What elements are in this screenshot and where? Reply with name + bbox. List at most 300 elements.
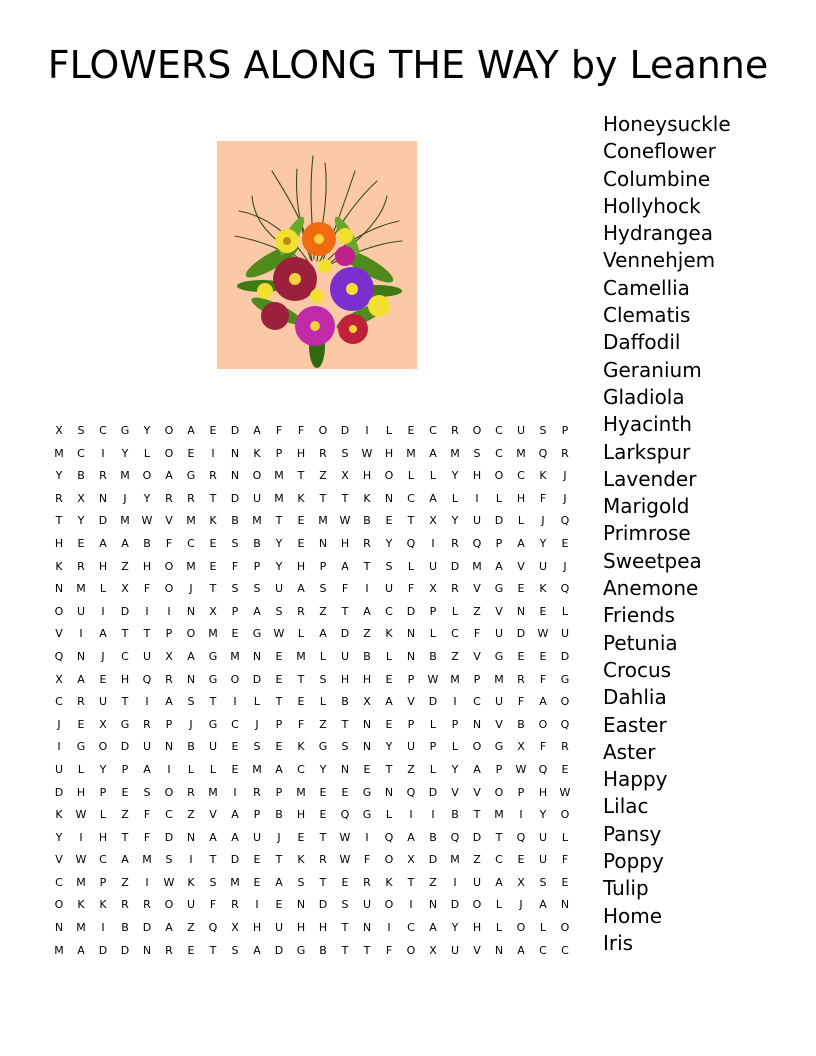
grid-letter[interactable]: U <box>384 582 394 596</box>
grid-letter[interactable]: T <box>363 943 371 957</box>
grid-letter[interactable]: Y <box>451 921 459 935</box>
grid-letter[interactable]: U <box>274 582 284 596</box>
grid-letter[interactable]: L <box>143 446 151 460</box>
grid-letter[interactable]: D <box>120 604 130 618</box>
grid-letter[interactable]: I <box>167 604 171 618</box>
grid-letter[interactable]: E <box>319 785 327 799</box>
grid-letter[interactable]: M <box>54 446 64 460</box>
grid-letter[interactable]: W <box>75 808 87 822</box>
grid-letter[interactable]: Q <box>516 830 526 844</box>
grid-letter[interactable]: D <box>516 627 526 641</box>
grid-letter[interactable]: Y <box>99 762 107 776</box>
grid-letter[interactable]: C <box>231 717 239 731</box>
grid-letter[interactable]: H <box>142 559 152 573</box>
grid-letter[interactable]: Q <box>538 762 548 776</box>
grid-letter[interactable]: G <box>208 717 218 731</box>
grid-letter[interactable]: J <box>123 491 127 505</box>
grid-letter[interactable]: A <box>341 559 349 573</box>
grid-letter[interactable]: R <box>451 536 459 550</box>
grid-letter[interactable]: P <box>495 536 503 550</box>
grid-letter[interactable]: C <box>473 695 481 709</box>
grid-letter[interactable]: F <box>407 582 415 596</box>
grid-letter[interactable]: B <box>429 649 437 663</box>
grid-letter[interactable]: M <box>252 514 262 528</box>
grid-letter[interactable]: D <box>428 853 438 867</box>
grid-letter[interactable]: L <box>385 649 393 663</box>
grid-letter[interactable]: I <box>57 740 61 754</box>
grid-letter[interactable]: E <box>539 604 547 618</box>
grid-letter[interactable]: T <box>209 943 217 957</box>
grid-letter[interactable]: R <box>143 717 151 731</box>
grid-letter[interactable]: J <box>563 559 567 573</box>
grid-letter[interactable]: E <box>121 785 129 799</box>
grid-letter[interactable]: I <box>475 491 479 505</box>
grid-letter[interactable]: S <box>209 875 217 889</box>
grid-letter[interactable]: W <box>361 446 373 460</box>
grid-letter[interactable]: C <box>77 446 85 460</box>
grid-letter[interactable]: E <box>275 740 283 754</box>
grid-letter[interactable]: G <box>494 649 504 663</box>
grid-letter[interactable]: X <box>429 514 437 528</box>
grid-letter[interactable]: R <box>297 604 305 618</box>
grid-letter[interactable]: S <box>319 672 327 686</box>
grid-letter[interactable]: A <box>517 536 525 550</box>
grid-letter[interactable]: X <box>55 672 63 686</box>
grid-letter[interactable]: Y <box>55 469 63 483</box>
grid-letter[interactable]: E <box>187 446 195 460</box>
grid-letter[interactable]: L <box>209 762 217 776</box>
grid-letter[interactable]: Z <box>121 875 129 889</box>
grid-letter[interactable]: Z <box>407 762 415 776</box>
grid-letter[interactable]: S <box>539 875 547 889</box>
grid-letter[interactable]: A <box>429 491 437 505</box>
grid-letter[interactable]: O <box>538 717 548 731</box>
grid-letter[interactable]: O <box>164 559 174 573</box>
grid-letter[interactable]: H <box>98 830 108 844</box>
grid-letter[interactable]: T <box>209 853 217 867</box>
grid-letter[interactable]: T <box>407 875 415 889</box>
grid-letter[interactable]: M <box>274 491 284 505</box>
grid-letter[interactable]: R <box>231 898 239 912</box>
grid-letter[interactable]: H <box>516 491 526 505</box>
grid-letter[interactable]: A <box>253 604 261 618</box>
grid-letter[interactable]: K <box>99 898 107 912</box>
grid-letter[interactable]: S <box>385 559 393 573</box>
grid-letter[interactable]: R <box>209 469 217 483</box>
grid-letter[interactable]: O <box>406 943 416 957</box>
grid-letter[interactable]: X <box>231 921 239 935</box>
grid-letter[interactable]: Q <box>560 717 570 731</box>
grid-letter[interactable]: R <box>55 491 63 505</box>
grid-letter[interactable]: Y <box>539 536 547 550</box>
grid-letter[interactable]: Y <box>539 808 547 822</box>
grid-letter[interactable]: E <box>561 762 569 776</box>
grid-letter[interactable]: S <box>253 740 261 754</box>
grid-letter[interactable]: J <box>519 898 523 912</box>
grid-letter[interactable]: O <box>186 627 196 641</box>
grid-letter[interactable]: P <box>99 875 107 889</box>
grid-letter[interactable]: Y <box>275 536 283 550</box>
grid-letter[interactable]: B <box>275 808 283 822</box>
grid-letter[interactable]: T <box>341 717 349 731</box>
grid-letter[interactable]: A <box>319 627 327 641</box>
grid-letter[interactable]: A <box>385 695 393 709</box>
grid-letter[interactable]: Q <box>406 785 416 799</box>
grid-letter[interactable]: J <box>563 469 567 483</box>
grid-letter[interactable]: I <box>167 762 171 776</box>
grid-letter[interactable]: A <box>275 762 283 776</box>
grid-letter[interactable]: O <box>494 469 504 483</box>
grid-letter[interactable]: A <box>99 536 107 550</box>
grid-letter[interactable]: Y <box>275 559 283 573</box>
grid-letter[interactable]: N <box>230 446 240 460</box>
grid-letter[interactable]: W <box>75 853 87 867</box>
grid-letter[interactable]: P <box>495 762 503 776</box>
grid-letter[interactable]: M <box>450 853 460 867</box>
grid-letter[interactable]: F <box>209 898 217 912</box>
grid-letter[interactable]: I <box>101 446 105 460</box>
grid-letter[interactable]: H <box>384 446 394 460</box>
grid-letter[interactable]: J <box>57 717 61 731</box>
grid-letter[interactable]: L <box>495 898 503 912</box>
grid-letter[interactable]: W <box>339 830 351 844</box>
grid-letter[interactable]: H <box>120 672 130 686</box>
grid-letter[interactable]: E <box>385 514 393 528</box>
grid-letter[interactable]: I <box>79 627 83 641</box>
grid-letter[interactable]: Y <box>319 762 327 776</box>
grid-letter[interactable]: F <box>561 853 569 867</box>
grid-letter[interactable]: I <box>233 785 237 799</box>
grid-letter[interactable]: X <box>429 943 437 957</box>
grid-letter[interactable]: P <box>407 672 415 686</box>
grid-letter[interactable]: W <box>427 672 439 686</box>
grid-letter[interactable]: T <box>341 943 349 957</box>
grid-letter[interactable]: P <box>275 785 283 799</box>
grid-letter[interactable]: P <box>253 808 261 822</box>
grid-letter[interactable]: R <box>363 536 371 550</box>
grid-letter[interactable]: D <box>340 424 350 437</box>
grid-letter[interactable]: R <box>77 695 85 709</box>
grid-letter[interactable]: D <box>340 627 350 641</box>
grid-letter[interactable]: Y <box>143 424 151 437</box>
grid-letter[interactable]: A <box>539 898 547 912</box>
grid-letter[interactable]: Z <box>187 808 195 822</box>
grid-letter[interactable]: B <box>363 514 371 528</box>
grid-letter[interactable]: H <box>296 921 306 935</box>
grid-letter[interactable]: N <box>384 491 394 505</box>
grid-letter[interactable]: G <box>362 808 372 822</box>
grid-letter[interactable]: A <box>187 649 195 663</box>
grid-letter[interactable]: F <box>539 740 547 754</box>
grid-letter[interactable]: M <box>142 853 152 867</box>
grid-letter[interactable]: S <box>473 446 481 460</box>
grid-letter[interactable]: M <box>120 514 130 528</box>
grid-letter[interactable]: N <box>142 943 152 957</box>
grid-letter[interactable]: A <box>77 943 85 957</box>
grid-letter[interactable]: B <box>121 921 129 935</box>
grid-letter[interactable]: M <box>494 672 504 686</box>
grid-letter[interactable]: M <box>472 559 482 573</box>
grid-letter[interactable]: P <box>231 604 239 618</box>
grid-letter[interactable]: E <box>275 672 283 686</box>
grid-letter[interactable]: L <box>495 921 503 935</box>
grid-letter[interactable]: G <box>208 672 218 686</box>
grid-letter[interactable]: E <box>209 559 217 573</box>
grid-letter[interactable]: T <box>319 491 327 505</box>
grid-letter[interactable]: T <box>319 875 327 889</box>
grid-letter[interactable]: G <box>208 649 218 663</box>
grid-letter[interactable]: X <box>55 424 63 437</box>
grid-letter[interactable]: U <box>472 875 482 889</box>
grid-letter[interactable]: Z <box>473 604 481 618</box>
grid-letter[interactable]: S <box>253 582 261 596</box>
grid-letter[interactable]: D <box>450 898 460 912</box>
grid-letter[interactable]: O <box>164 785 174 799</box>
grid-letter[interactable]: N <box>54 921 64 935</box>
grid-letter[interactable]: B <box>319 943 327 957</box>
grid-letter[interactable]: I <box>233 695 237 709</box>
grid-letter[interactable]: E <box>385 672 393 686</box>
grid-letter[interactable]: N <box>296 898 306 912</box>
grid-letter[interactable]: U <box>54 762 64 776</box>
grid-letter[interactable]: L <box>407 559 415 573</box>
grid-letter[interactable]: N <box>98 491 108 505</box>
grid-letter[interactable]: N <box>406 649 416 663</box>
grid-letter[interactable]: E <box>77 717 85 731</box>
grid-letter[interactable]: C <box>495 424 503 437</box>
grid-letter[interactable]: H <box>472 469 482 483</box>
grid-letter[interactable]: L <box>451 491 459 505</box>
grid-letter[interactable]: J <box>189 717 193 731</box>
grid-letter[interactable]: Q <box>142 672 152 686</box>
grid-letter[interactable]: O <box>142 469 152 483</box>
grid-letter[interactable]: N <box>340 762 350 776</box>
grid-letter[interactable]: O <box>164 424 174 437</box>
grid-letter[interactable]: F <box>143 582 151 596</box>
grid-letter[interactable]: J <box>277 830 281 844</box>
grid-letter[interactable]: M <box>76 921 86 935</box>
grid-letter[interactable]: A <box>275 875 283 889</box>
grid-letter[interactable]: N <box>54 582 64 596</box>
grid-letter[interactable]: U <box>538 853 548 867</box>
grid-letter[interactable]: N <box>186 830 196 844</box>
grid-letter[interactable]: E <box>385 717 393 731</box>
grid-letter[interactable]: P <box>517 785 525 799</box>
grid-letter[interactable]: S <box>297 875 305 889</box>
grid-letter[interactable]: B <box>341 695 349 709</box>
grid-letter[interactable]: V <box>165 514 173 528</box>
grid-letter[interactable]: Q <box>406 536 416 550</box>
grid-letter[interactable]: B <box>253 536 261 550</box>
grid-letter[interactable]: O <box>472 424 482 437</box>
grid-letter[interactable]: M <box>230 875 240 889</box>
grid-letter[interactable]: M <box>450 446 460 460</box>
grid-letter[interactable]: C <box>121 649 129 663</box>
grid-letter[interactable]: I <box>145 695 149 709</box>
grid-letter[interactable]: U <box>560 627 570 641</box>
grid-letter[interactable]: G <box>318 740 328 754</box>
grid-letter[interactable]: O <box>318 424 328 437</box>
grid-letter[interactable]: P <box>253 559 261 573</box>
grid-letter[interactable]: C <box>385 604 393 618</box>
grid-letter[interactable]: M <box>296 649 306 663</box>
grid-letter[interactable]: T <box>341 491 349 505</box>
grid-letter[interactable]: Y <box>55 830 63 844</box>
grid-letter[interactable]: N <box>560 898 570 912</box>
grid-letter[interactable]: Y <box>451 469 459 483</box>
grid-letter[interactable]: M <box>494 808 504 822</box>
grid-letter[interactable]: A <box>429 446 437 460</box>
grid-letter[interactable]: G <box>362 785 372 799</box>
grid-letter[interactable]: R <box>253 785 261 799</box>
grid-letter[interactable]: P <box>319 559 327 573</box>
grid-letter[interactable]: P <box>561 424 569 437</box>
grid-letter[interactable]: V <box>473 582 481 596</box>
grid-letter[interactable]: B <box>77 469 85 483</box>
grid-letter[interactable]: V <box>473 943 481 957</box>
grid-letter[interactable]: M <box>516 446 526 460</box>
grid-letter[interactable]: C <box>165 808 173 822</box>
grid-letter[interactable]: K <box>209 514 217 528</box>
grid-letter[interactable]: R <box>451 582 459 596</box>
grid-letter[interactable]: X <box>341 469 349 483</box>
grid-letter[interactable]: A <box>473 762 481 776</box>
grid-letter[interactable]: B <box>143 536 151 550</box>
grid-letter[interactable]: A <box>407 830 415 844</box>
grid-letter[interactable]: C <box>99 424 107 437</box>
grid-letter[interactable]: V <box>209 808 217 822</box>
grid-letter[interactable]: D <box>164 830 174 844</box>
grid-letter[interactable]: D <box>54 785 64 799</box>
grid-letter[interactable]: D <box>230 424 240 437</box>
grid-letter[interactable]: R <box>77 559 85 573</box>
grid-letter[interactable]: A <box>495 875 503 889</box>
grid-letter[interactable]: A <box>99 627 107 641</box>
grid-letter[interactable]: Y <box>451 762 459 776</box>
grid-letter[interactable]: U <box>472 514 482 528</box>
grid-letter[interactable]: U <box>186 898 196 912</box>
grid-letter[interactable]: U <box>450 943 460 957</box>
grid-letter[interactable]: S <box>231 536 239 550</box>
grid-letter[interactable]: L <box>451 740 459 754</box>
grid-letter[interactable]: N <box>516 604 526 618</box>
grid-letter[interactable]: K <box>253 446 261 460</box>
grid-letter[interactable]: L <box>451 604 459 618</box>
grid-letter[interactable]: P <box>275 446 283 460</box>
grid-letter[interactable]: C <box>55 875 63 889</box>
grid-letter[interactable]: T <box>275 853 283 867</box>
grid-letter[interactable]: H <box>362 672 372 686</box>
grid-letter[interactable]: P <box>473 672 481 686</box>
grid-letter[interactable]: L <box>99 582 107 596</box>
grid-letter[interactable]: B <box>429 830 437 844</box>
grid-letter[interactable]: S <box>341 898 349 912</box>
grid-letter[interactable]: N <box>186 604 196 618</box>
grid-letter[interactable]: S <box>275 604 283 618</box>
grid-letter[interactable]: S <box>77 424 85 437</box>
grid-letter[interactable]: N <box>252 649 262 663</box>
grid-letter[interactable]: S <box>165 853 173 867</box>
grid-letter[interactable]: F <box>539 672 547 686</box>
grid-letter[interactable]: Q <box>340 808 350 822</box>
grid-letter[interactable]: S <box>341 740 349 754</box>
grid-letter[interactable]: L <box>319 695 327 709</box>
grid-letter[interactable]: L <box>385 424 393 437</box>
grid-letter[interactable]: A <box>209 830 217 844</box>
grid-letter[interactable]: Z <box>121 559 129 573</box>
grid-letter[interactable]: B <box>363 649 371 663</box>
grid-letter[interactable]: M <box>450 672 460 686</box>
grid-letter[interactable]: R <box>165 943 173 957</box>
grid-letter[interactable]: I <box>431 536 435 550</box>
grid-letter[interactable]: B <box>517 717 525 731</box>
grid-letter[interactable]: F <box>539 491 547 505</box>
grid-letter[interactable]: V <box>473 785 481 799</box>
grid-letter[interactable]: D <box>120 943 130 957</box>
grid-letter[interactable]: U <box>428 559 438 573</box>
grid-letter[interactable]: I <box>409 898 413 912</box>
grid-letter[interactable]: D <box>560 649 570 663</box>
grid-letter[interactable]: D <box>494 514 504 528</box>
grid-letter[interactable]: L <box>429 627 437 641</box>
grid-letter[interactable]: G <box>560 672 570 686</box>
grid-letter[interactable]: X <box>99 717 107 731</box>
grid-letter[interactable]: E <box>209 536 217 550</box>
grid-letter[interactable]: D <box>120 740 130 754</box>
grid-letter[interactable]: N <box>362 921 372 935</box>
grid-letter[interactable]: O <box>54 604 64 618</box>
grid-letter[interactable]: R <box>363 875 371 889</box>
grid-letter[interactable]: E <box>517 582 525 596</box>
grid-letter[interactable]: H <box>54 536 64 550</box>
grid-letter[interactable]: Q <box>208 921 218 935</box>
grid-letter[interactable]: R <box>187 785 195 799</box>
grid-letter[interactable]: D <box>318 898 328 912</box>
grid-letter[interactable]: D <box>252 672 262 686</box>
grid-letter[interactable]: X <box>429 582 437 596</box>
grid-letter[interactable]: O <box>384 469 394 483</box>
grid-letter[interactable]: E <box>319 808 327 822</box>
grid-letter[interactable]: K <box>363 491 371 505</box>
grid-letter[interactable]: E <box>187 943 195 957</box>
grid-letter[interactable]: S <box>143 785 151 799</box>
grid-letter[interactable]: P <box>121 762 129 776</box>
grid-letter[interactable]: X <box>209 604 217 618</box>
grid-letter[interactable]: M <box>274 469 284 483</box>
grid-letter[interactable]: I <box>145 875 149 889</box>
grid-letter[interactable]: O <box>164 446 174 460</box>
grid-letter[interactable]: P <box>165 627 173 641</box>
grid-letter[interactable]: P <box>451 717 459 731</box>
grid-letter[interactable]: N <box>384 785 394 799</box>
grid-letter[interactable]: H <box>340 672 350 686</box>
grid-letter[interactable]: C <box>55 695 63 709</box>
grid-letter[interactable]: G <box>252 627 262 641</box>
grid-letter[interactable]: V <box>55 853 63 867</box>
grid-letter[interactable]: K <box>539 469 547 483</box>
grid-letter[interactable]: D <box>428 785 438 799</box>
grid-letter[interactable]: U <box>208 740 218 754</box>
grid-letter[interactable]: C <box>495 446 503 460</box>
grid-letter[interactable]: T <box>55 514 63 528</box>
grid-letter[interactable]: U <box>406 740 416 754</box>
grid-letter[interactable]: M <box>120 469 130 483</box>
grid-letter[interactable]: D <box>450 559 460 573</box>
grid-letter[interactable]: R <box>99 469 107 483</box>
grid-letter[interactable]: C <box>451 627 459 641</box>
grid-letter[interactable]: O <box>384 898 394 912</box>
grid-letter[interactable]: C <box>561 943 569 957</box>
